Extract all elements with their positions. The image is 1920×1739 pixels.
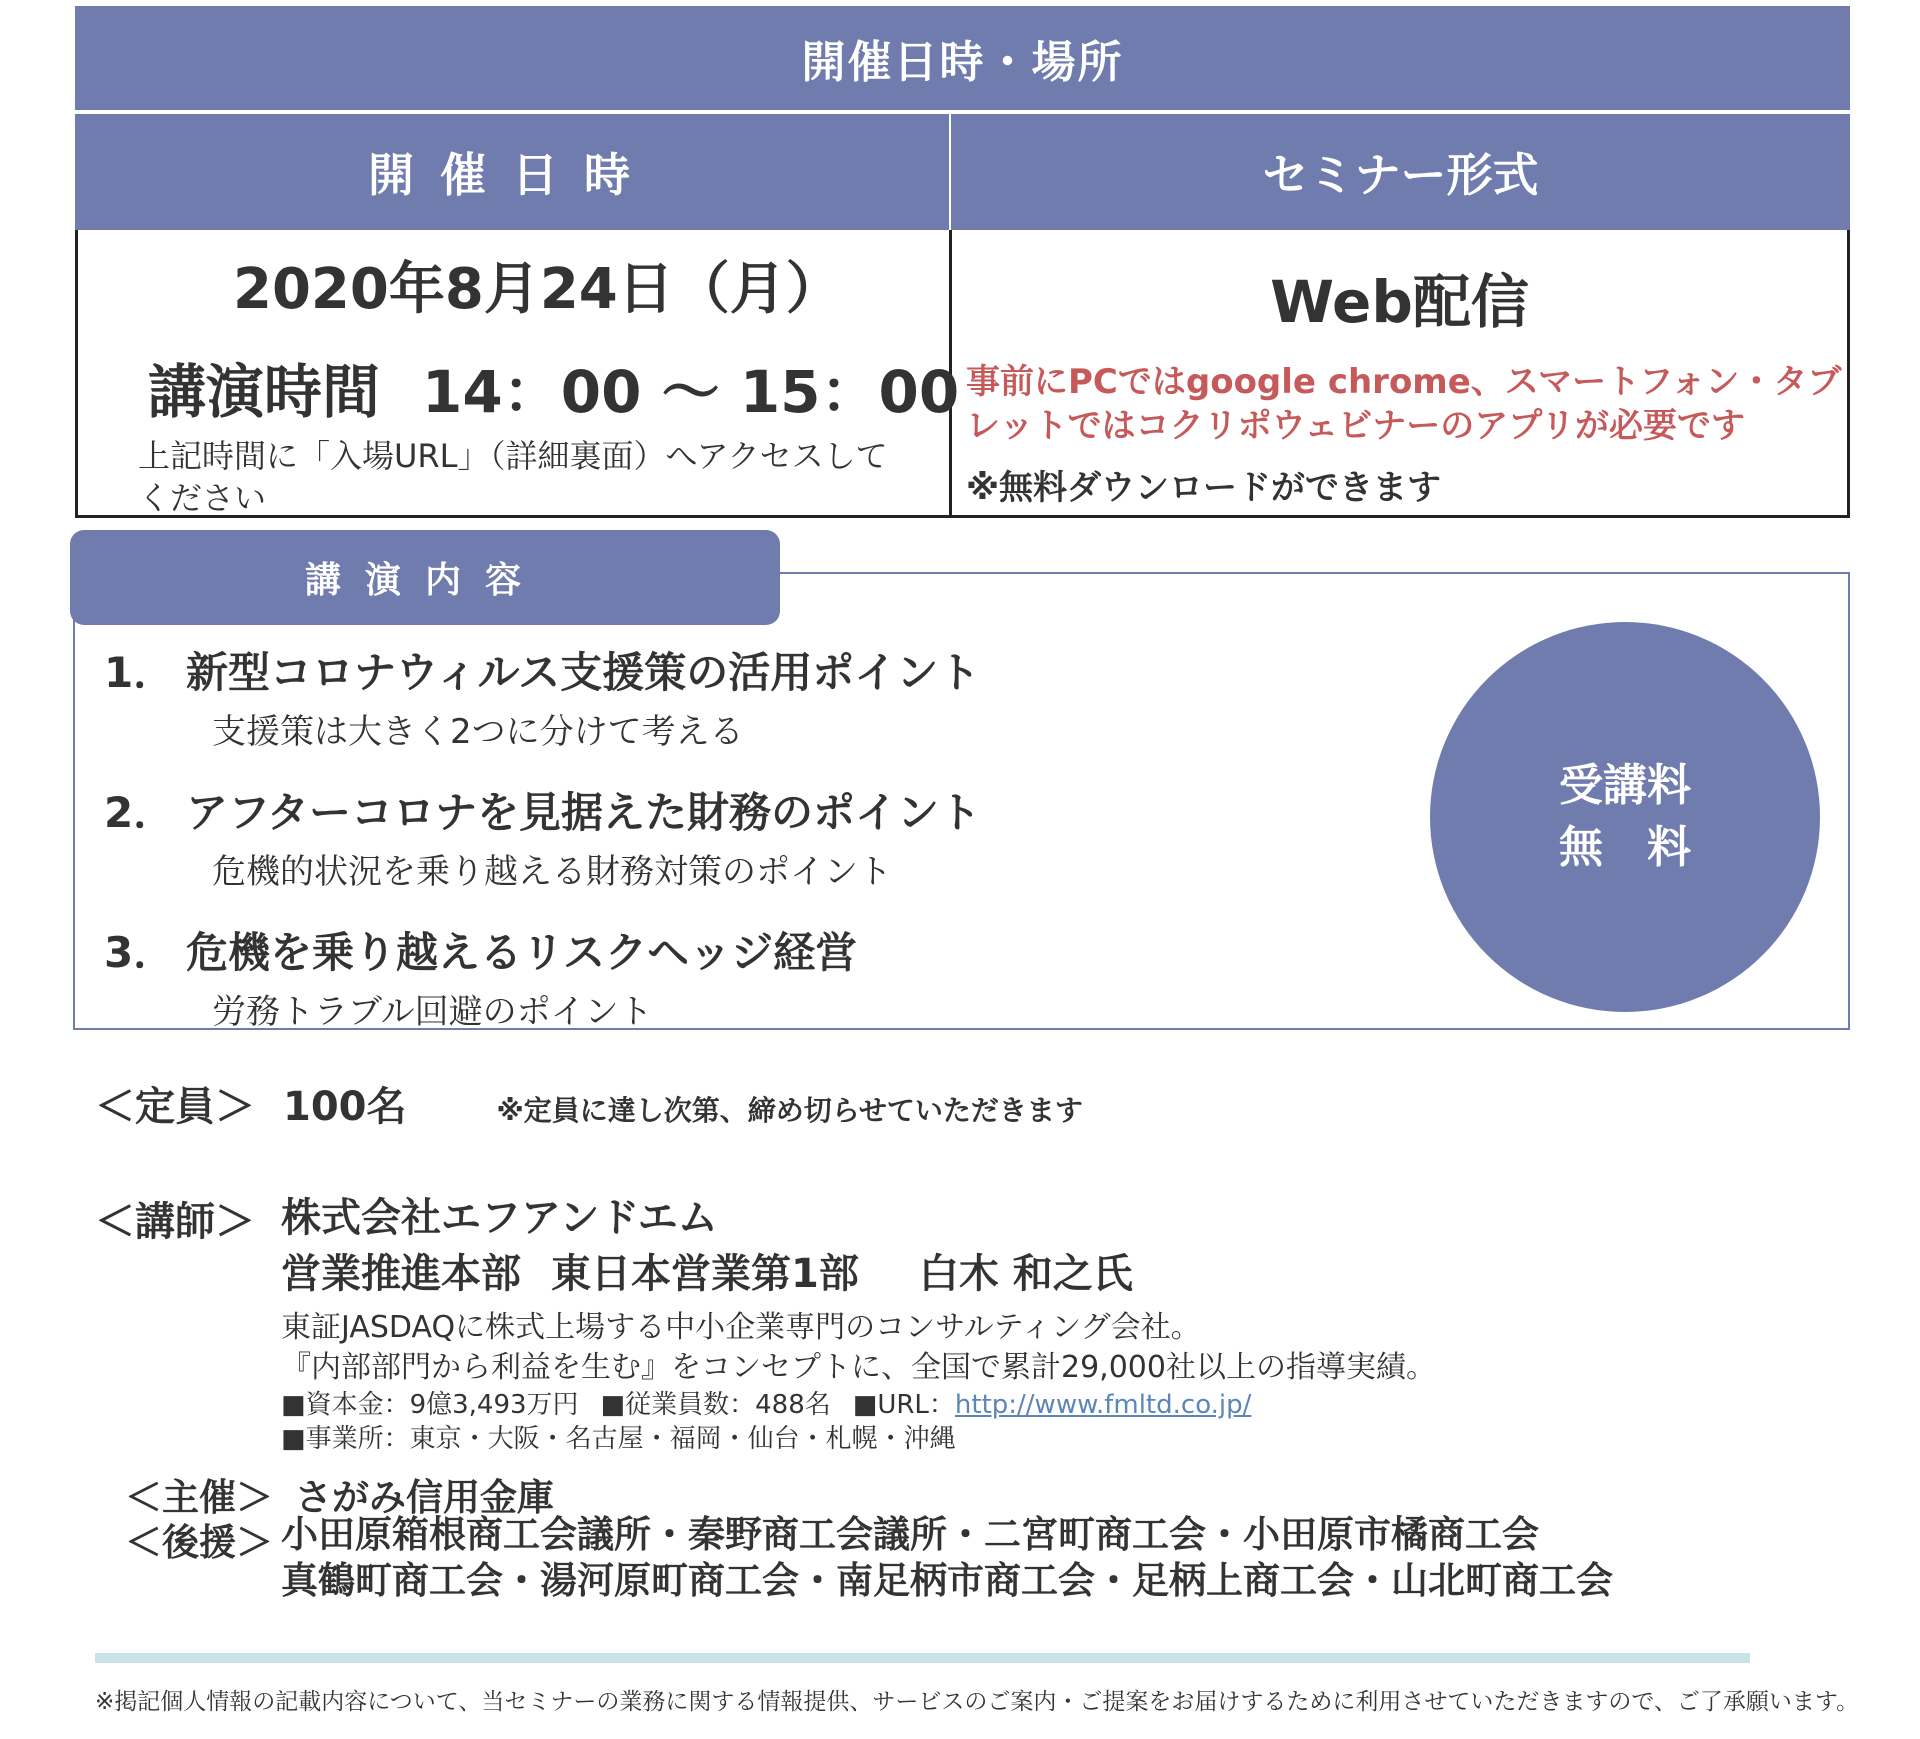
capacity-note: ※定員に達し次第、締め切らせていただきます [496,1094,1083,1127]
url-label: ■URL： [852,1390,955,1420]
section-title: 開催日時・場所 [75,6,1850,110]
lecture-item-title: 3． 危機を乗り越えるリスクヘッジ経営 [104,928,858,977]
employees: ■従業員数：488名 [600,1390,831,1420]
lecture-item [104,640,980,753]
lecture-item [104,780,981,893]
company-url-link[interactable]: http://www.fmltd.co.jp/ [954,1390,1252,1420]
lecture-item-subtitle: 支援策は大きく2つに分けて考える [212,712,744,752]
section: 東日本営業第1部 [551,1251,859,1297]
date-cell [78,230,960,517]
lecturer-name: 白木 和之氏 [918,1251,1133,1297]
lecture-item-subtitle: 危機的状況を乗り越える財務対策のポイント [212,852,892,892]
lecturer-label-wrap [95,1190,255,1247]
time-label: 講演時間 [148,358,381,426]
date-column-header: 開催日時 [368,148,656,202]
lecturer-info [281,1190,1436,1456]
seminar-format: Web配信 [1270,268,1529,336]
support-row [125,1512,1613,1602]
capacity-row [95,1075,1083,1132]
privacy-note: ※掲記個人情報の記載内容について、当セミナーの業務に関する情報提供、サービスのご案内・ご提案をお届けするために利用させていただきますので、ご了承願います。 [95,1689,1860,1715]
lecturer-company: 株式会社エフアンドエム [281,1195,718,1241]
free-download-note: ※無料ダウンロードができます [966,468,1442,508]
fee-badge [1430,622,1820,1012]
capital: ■資本金：9億3,493万円 [281,1390,579,1420]
support-organizations: 小田原箱根商工会議所・秦野商工会議所・二宮町商工会・小田原市橘商工会 真鶴町商工会・湯河原町商工会・南足柄市商工会・足柄上商工会・山北町商工会 [281,1513,1613,1602]
lecture-item-subtitle: 労務トラブル回避のポイント [212,992,653,1032]
format-column-header: セミナー形式 [949,114,1850,230]
lecture-item [104,920,857,1033]
lecture-item-title: 1． 新型コロナウィルス支援策の活用ポイント [104,648,981,697]
app-requirement-note: 事前にPCではgoogle chrome、スマートフォン・タブレットではコクリポウェビナーのアプリが必要です [966,362,1842,446]
lecturer-department [281,1246,1436,1302]
capacity-value: 100名 [283,1084,407,1130]
schedule-table [75,6,1850,518]
fee-value: 無 料 [1559,822,1691,873]
event-date: 2020年8月24日（月） [233,257,842,322]
table-body-row [75,230,1850,518]
lecturer-label: ＜講師＞ [95,1199,255,1245]
host-label: ＜主催＞ [125,1476,273,1519]
support-label: ＜後援＞ [125,1521,273,1564]
fee-label: 受講料 [1559,760,1691,811]
host-value: さがみ信用金庫 [295,1476,554,1519]
department: 営業推進本部 [281,1251,521,1297]
access-note: 上記時間に「入場URL」（詳細裏面）へアクセスしてください [138,437,888,517]
offices: ■事業所：東京・大阪・名古屋・福岡・仙台・札幌・沖縄 [281,1424,956,1454]
lecture-content-tab: 講演内容 [70,530,780,625]
format-cell [952,230,1847,515]
footer-divider [95,1653,1750,1663]
capacity-label: ＜定員＞ [95,1084,255,1130]
lecture-item-title: 2． アフターコロナを見据えた財務のポイント [104,788,982,837]
table-header-row [75,114,1850,230]
time-value: 14：00 ～ 15：00 [422,358,960,426]
company-facts [281,1388,1436,1456]
company-description: 東証JASDAQに株式上場する中小企業専門のコンサルティング会社。 『内部部門から利益を生む』をコンセプトに、全国で累計29,000社以上の指導実績。 [281,1310,1436,1385]
lecture-time [148,345,959,429]
